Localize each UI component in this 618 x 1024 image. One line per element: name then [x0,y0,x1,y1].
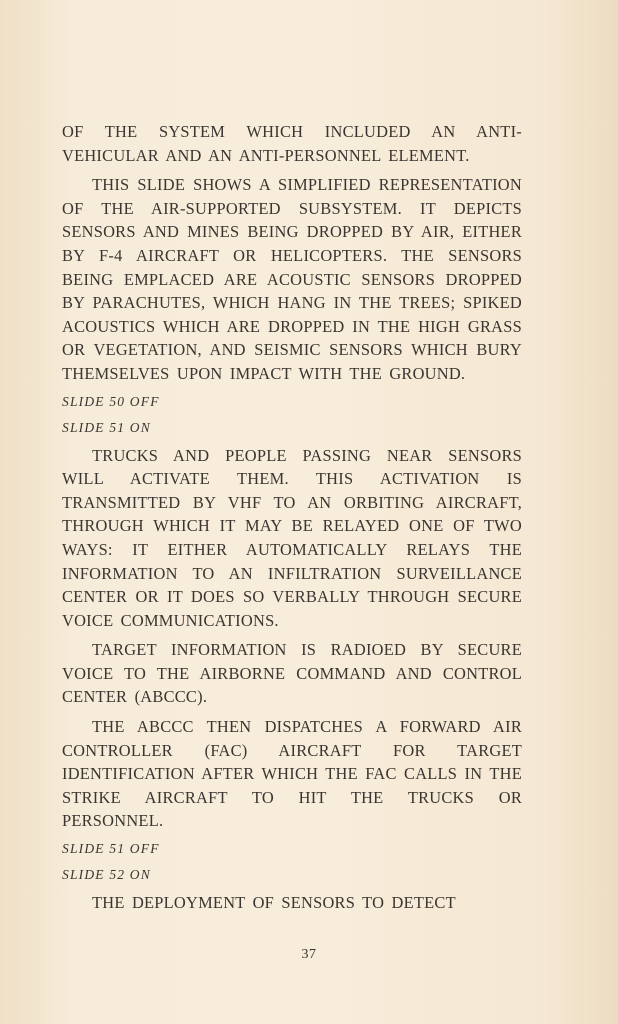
paragraph-air-supported-subsystem: THIS SLIDE SHOWS A SIMPLIFIED REPRESENTATION OF THE AIR-SUPPORTED SUBSYSTEM. IT DEPICTS SENSORS AND MINES BEING DROPPED BY AIR, EITHER BY F-4 AIRCRAFT OR HELICOPTERS. THE SENSORS BEING EMPLACED ARE ACOUSTIC SENSORS DROPPED BY PARACHUTES, WHICH HANG IN THE TREES; SPIKED ACOUSTICS WHICH ARE DROPPED IN THE HIGH GRASS OR VEGETATION, AND SEISMIC SENSORS WHICH BURY THEMSELVES UPON IMPACT WITH THE GROUND. [62,175,522,383]
slide-cue-52-on: SLIDE 52 ON [62,867,151,883]
page-number: 37 [301,947,317,962]
slide-cue-51-off: SLIDE 51 OFF [62,841,160,857]
slide-cue-50-off: SLIDE 50 OFF [62,393,160,409]
paragraph-target-information: TARGET INFORMATION IS RADIOED BY SECURE VOICE TO THE AIRBORNE COMMAND AND CONTROL CENTER (ABCCC). [62,640,522,707]
slide-cue-51-on: SLIDE 51 ON [62,419,151,435]
paragraph-deployment-of-sensors: THE DEPLOYMENT OF SENSORS TO DETECT [92,893,456,913]
paragraph-system-elements: OF THE SYSTEM WHICH INCLUDED AN ANTI-VEHICULAR AND AN ANTI-PERSONNEL ELEMENT. [62,122,522,165]
paragraph-sensor-activation: TRUCKS AND PEOPLE PASSING NEAR SENSORS WILL ACTIVATE THEM. THIS ACTIVATION IS TRANSMITTED BY VHF TO AN ORBITING AIRCRAFT, THROUGH WHICH IT MAY BE RELAYED ONE OF TWO WAYS: IT EITHER AUTOMATICALLY RELAYS THE INFORMATION TO AN INFILTRATION SURVEILLANCE CENTER OR IT DOES SO VERBALLY THROUGH SECURE VOICE COMMUNICATIONS. [62,445,522,630]
body-text [62,120,522,921]
paragraph-abccc-dispatch: THE ABCCC THEN DISPATCHES A FORWARD AIR CONTROLLER (FAC) AIRCRAFT FOR TARGET IDENTIFICATION AFTER WHICH THE FAC CALLS IN THE STRIKE AIRCRAFT TO HIT THE TRUCKS OR PERSONNEL. [62,717,522,831]
